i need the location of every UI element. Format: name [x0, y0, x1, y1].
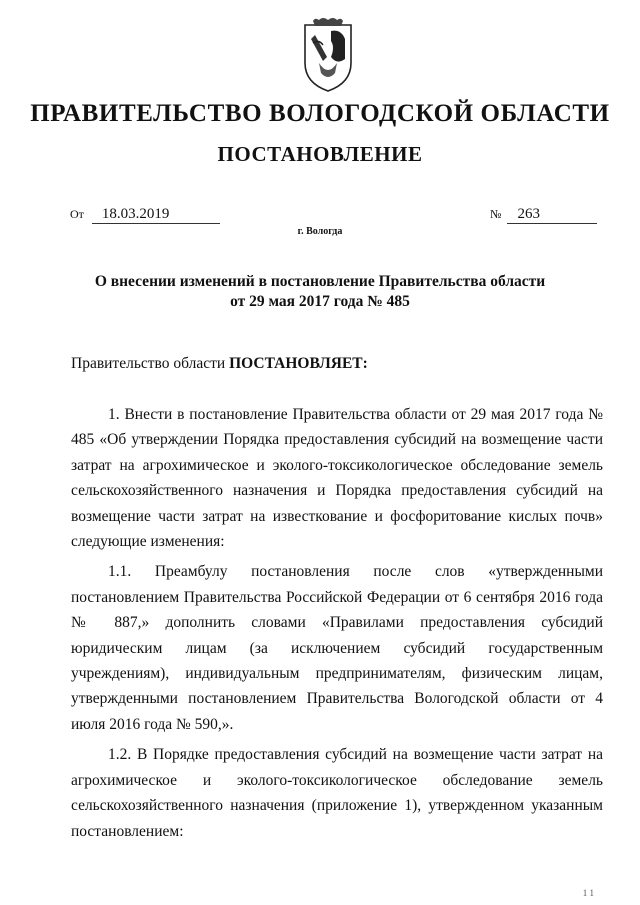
document-title — [60, 272, 580, 312]
page-mark: 1 1 — [582, 888, 594, 898]
organization-title: ПРАВИТЕЛЬСТВО ВОЛОГОДСКОЙ ОБЛАСТИ — [30, 100, 610, 127]
number-value: 263 — [507, 206, 597, 224]
date-value: 18.03.2019 — [92, 206, 220, 224]
paragraph: 1.2. В Порядке предоставления субсидий на возмещение части затрат на агрохимическое и эколого-токсикологическое обследование земель сельскохозяйственного назначения (приложение 1), утвержденном указанным постановлением: — [71, 746, 603, 840]
date-label: От — [70, 207, 84, 221]
resolution-intro — [71, 355, 368, 373]
paragraph: 1. Внести в постановление Правительства области от 29 мая 2017 года № 485 «Об утверждении Порядка предоставления субсидий на возмещение части затрат на агрохимическое и эколого-токсикологическое обследование земель сельскохозяйственного назначения и Порядка предоставления субсидий на возмещение части затрат на известкование и фосфоритование кислых почв» следующие изменения: — [71, 406, 603, 551]
title-line: от 29 мая 2017 года № 485 — [230, 293, 410, 310]
coat-of-arms-icon — [301, 17, 355, 93]
paragraph: 1.1. Преамбулу постановления после слов «утвержденными постановлением Правительства Российской Федерации от 6 сентября 2016 года № 887,» дополнить словами «Правилами предоставления субсидий юридическим лицам (за исключением субсидий государственным учреждениям), индивидуальным предпринимателям, физическим лицам, утвержденными постановлением Правительства Вологодской области от 4 июля 2016 года № 590,». — [71, 563, 603, 733]
date-field — [70, 206, 220, 224]
title-line: О внесении изменений в постановление Правительства области — [94, 273, 546, 290]
intro-verb: ПОСТАНОВЛЯЕТ: — [229, 355, 368, 372]
number-field — [490, 206, 597, 224]
intro-subject: Правительство области — [71, 355, 226, 372]
number-label: № — [490, 207, 502, 221]
city: г. Вологда — [297, 226, 343, 237]
document-body — [71, 402, 603, 849]
document-type: ПОСТАНОВЛЕНИЕ — [217, 142, 423, 166]
